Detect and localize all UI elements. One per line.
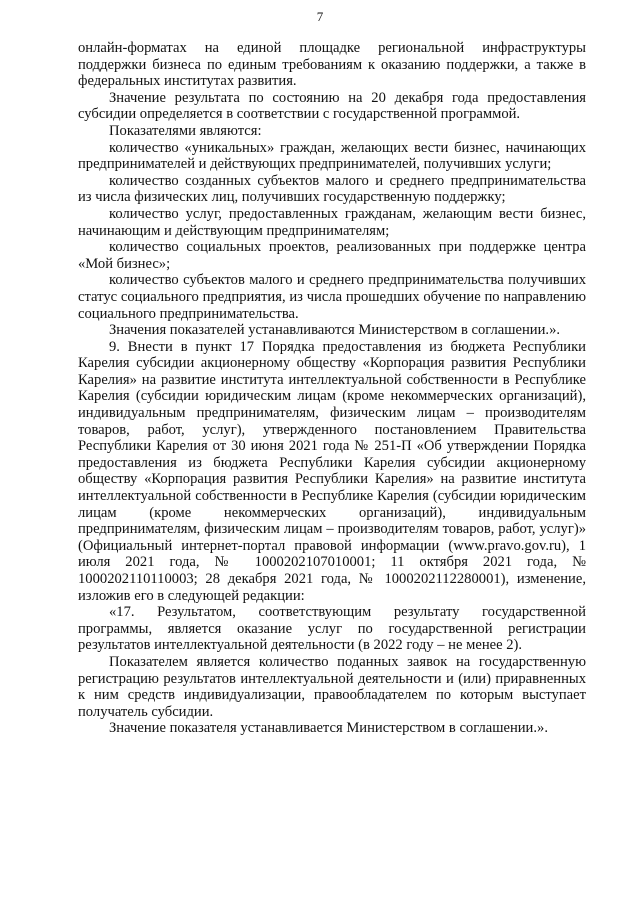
paragraph: количество созданных субъектов малого и среднего предпринимательства из числа физических лиц, получивших государственную поддержку; bbox=[78, 172, 586, 206]
paragraph: количество «уникальных» граждан, желающих вести бизнес, начинающих предпринимателей и действующих предпринимателей, получивших услуги; bbox=[78, 139, 586, 173]
paragraph: Значение показателя устанавливается Министерством в соглашении.». bbox=[109, 720, 548, 737]
paragraph: Значение результата по состоянию на 20 декабря года предоставления субсидии определяется в соответствии с государственной программой. bbox=[78, 89, 586, 123]
paragraph: количество социальных проектов, реализованных при поддержке центра «Мой бизнес»; bbox=[78, 239, 586, 272]
paragraph: онлайн-форматах на единой площадке региональной инфраструктуры поддержки бизнеса по единым требованиям к оказанию поддержки, а также в федеральных институтах развития. bbox=[78, 40, 586, 90]
paragraph: Показателями являются: bbox=[109, 122, 262, 139]
paragraph: 9. Внести в пункт 17 Порядка предоставления из бюджета Республики Карелия субсидии акционерному обществу «Корпорация развития Республики Карелия» на развитие института интеллектуальной собственности в Республике Карелия (субсидии юридическим лицам (кроме некоммерческих организаций), индивидуальным предпринимателям, физическим лицам – производителям товаров, работ, услуг), утвержденного постановлением Правительства Республики Карелия от 30 июня 2021 года № 251-П «Об утверждении Порядка предоставления из бюджета Республики Карелия субсидии акционерному обществу «Корпорация развития Республики Карелия» на развитие института интеллектуальной собственности в Республике Карелия (субсидии юридическим лицам (кроме некоммерческих организаций), индивидуальным предпринимателям, физическим лицам – производителям товаров, работ, услуг)» (Официальный интернет-портал правовой информации (www.pravo.gov.ru), 1 июля 2021 года, № 1000202107010001; 11 октября 2021 года, № 1000202110110003; 28 декабря 2021 года, № 1000202112280001), изменение, изложив его в следующей редакции: bbox=[78, 338, 586, 604]
paragraph: количество услуг, предоставленных гражданам, желающим вести бизнес, начинающим и действующим предпринимателям; bbox=[78, 205, 586, 239]
document-body bbox=[78, 40, 586, 737]
paragraph: количество субъектов малого и среднего предпринимательства получивших статус социального предприятия, из числа прошедших обучение по направлению социального предпринимательства. bbox=[78, 272, 586, 322]
page-number: 7 bbox=[316, 9, 324, 24]
paragraph: «17. Результатом, соответствующим результату государственной программы, является оказание услуг по государственной регистрации результатов интеллектуальной деятельности (в 2022 году – не менее 2). bbox=[78, 604, 586, 654]
paragraph: Показателем является количество поданных заявок на государственную регистрацию результатов интеллектуальной деятельности и (или) приравненных к ним средств индивидуализации, правообладателем по которым выступает получатель субсидии. bbox=[78, 653, 586, 720]
paragraph: Значения показателей устанавливаются Министерством в соглашении.». bbox=[109, 322, 561, 339]
